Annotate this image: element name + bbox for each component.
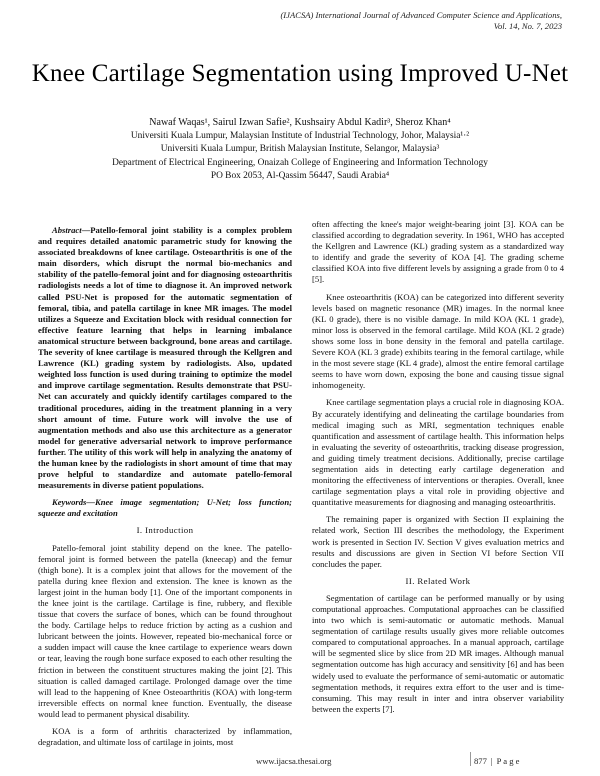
related-work-paragraph-1: Segmentation of cartilage can be performed manually or by using computational approaches. Computational approaches can be classified into two which is semi-automatic or automatic methods. Manual segmentation of cartilage results usually gives more reliable outcomes compared to computational approaches. In a manual approach, cartilage will be segmented slice by slice from 2D MR images. Although manual segmentation outcome has high accuracy and sensitivity [6] and has been widely used to evaluate the performance of semi-automatic or automatic segmentation methods, it requires extra effort to the user and is time-consuming. This may result in inter and intra observer variability between the experts [7]. xyxy=(312,592,565,714)
footer-page-number: 877 | P a g e xyxy=(474,756,520,766)
keywords-text: Knee image segmentation; U-Net; loss function; squeeze and excitation xyxy=(38,497,292,519)
section-heading-introduction: I. Introduction xyxy=(136,525,194,536)
right-column xyxy=(312,219,564,721)
author-names: Nawaf Waqas¹, Sairul Izwan Safie², Kushsairy Abdul Kadir³, Sheroz Khan⁴ xyxy=(149,117,451,128)
intro-paragraph-2: KOA is a form of arthritis characterized by inflammation, degradation, and ultimate loss of cartilage in joints, most xyxy=(38,726,292,748)
body-paragraph-segmentation-role: Knee cartilage segmentation plays a crucial role in diagnosing KOA. By accurately identifying and delineating the cartilage boundaries from medical imaging such as MRI, segmentation techniques enable quantification and assessment of cartilage health. This information helps in evaluating the severity of osteoarthritis, tracking disease progression, and guiding timely treatment decisions. Additionally, precise cartilage segmentation aids in detecting early cartilage degeneration and monitoring the effectiveness of interventions or therapies. Overall, knee cartilage segmentation plays a vital role in providing objective and quantitative measurements for diagnosing and managing osteoarthritis. xyxy=(312,397,564,508)
author-block xyxy=(40,116,560,184)
body-paragraph-organization: The remaining paper is organized with Section II explaining the related work, Section III describes the methodology, the Experiment work is presented in Section IV. Section V gives evaluation metrics and results and discussions are given in Section VI before Section VII concludes the paper. xyxy=(312,514,564,569)
journal-header xyxy=(202,10,562,32)
page-label: P a g e xyxy=(496,756,520,766)
journal-volume: Vol. 14, No. 7, 2023 xyxy=(493,21,562,31)
body-paragraph-severity: Knee osteoarthritis (KOA) can be categorized into different severity levels based on magnetic resonance (MR) images. In the normal knee (KL 0 grade), there is no visible damage. In mild KOA (KL 1 grade), minor loss is observed in the femoral cartilage. Mild KOA (KL 2 grade) shows some loss in bone density in the femoral and patella cartilage. Severe KOA (KL 3 grade) exhibits tearing in the femoral cartilage, while in the most severe stage (KL 4 grade), almost the entire femoral cartilage seems to have worn down, exposing the bone and causing tissue signal inhomogeneity. xyxy=(312,291,564,391)
abstract-label: Abstract xyxy=(52,225,82,235)
body-paragraph-kl-grading: often affecting the knee's major weight-bearing joint [3]. KOA can be classified according to degradation severity. In 1961, WHO has accepted the Kellgren and Lawrence (KL) grading system as a standardized way to identify and grade the severity of KOA [4]. The grading scheme classified KOA into five different levels by assigning a grade from 0 to 4 [5]. xyxy=(312,219,564,285)
keywords-label: Keywords— xyxy=(52,497,95,508)
footer-url: www.ijacsa.thesai.org xyxy=(256,756,332,766)
affiliation-4: PO Box 2053, Al-Qassim 56447, Saudi Arabia⁴ xyxy=(210,171,390,181)
affiliation-1: Universiti Kuala Lumpur, Malaysian Institute of Industrial Technology, Johor, Malaysia¹·² xyxy=(130,130,470,141)
footer-divider xyxy=(470,752,471,766)
left-column xyxy=(38,225,292,754)
affiliation-2: Universiti Kuala Lumpur, British Malaysian Institute, Selangor, Malaysia³ xyxy=(160,144,440,154)
affiliation-3: Department of Electrical Engineering, Onaizah College of Engineering and Information Technology xyxy=(112,157,488,168)
page-number: 877 xyxy=(474,756,487,766)
intro-paragraph-1: Patello-femoral joint stability depend on the knee. The patello-femoral joint is formed between the patella (kneecap) and the femur (thigh bone). It is a complex joint that allows for the movement of the patella during knee flexion and extension. The knee is known as the largest joint in the human body [1]. One of the important components in the knee joint is the cartilage. Cartilage is fine, rubbery, and flexible tissue that covers the surface of bones, which can be found throughout the body. Cartilage helps to reduce friction by acting as a cushion and lubricant between the joints. However, repeated bio-mechanical force or a sudden impact will cause the knee cartilage to experience wears down or tear, leaving the rough bone surface exposed to each other resulting the friction in between the constituent structures making the joint [2]. This situation is called damaged cartilage. Prolonged damage over the time will lead to the happening of Knee Osteoarthritis (KOA) with long-term irreversible effects on normal knee function. Eventually, the disease would lead to permanent physical disability. xyxy=(38,542,292,719)
journal-name: (IJACSA) International Journal of Advanced Computer Science and Applications, xyxy=(280,10,562,20)
section-heading-related-work: II. Related Work xyxy=(405,575,471,586)
keywords xyxy=(38,497,292,519)
abstract-text: —Patello-femoral joint stability is a complex problem and requires detailed anatomic parametric study for knowing the associated breakdowns of knee cartilage. Osteoarthritis is one of the main disorders, which disrupt the normal bio-mechanics and stability of the patello-femoral joint and for diagnosing osteoarthritis radiologists needs a lot of time to diagnose it. An improved network called PSU-Net is proposed for the automatic segmentation of femoral, tibia, and patella cartilage in knee MR images. The model utilizes a Squeeze and Excitation block with residual connection for effective feature learning that helps in learning imbalance anatomical structure between background, bone areas and cartilage. The severity of knee cartilage is measured through the Kellgren and Lawrence (KL) grading system by radiologists. Also, updated weighted loss function is used during training to optimize the model and improve cartilage segmentation. Results demonstrate that PSU-Net can accurately and quickly identify cartilages compared to the traditional procedures, aiding in the treatment planning in a very short amount of time. Future work will involve the use of augmentation methods and also use this architecture as a generator model for generative adversarial network to improve performance further. The utility of this work will help in analyzing the anatomy of the human knee by the radiologists in short amount of time that may prove helpful to standardize and automate patello-femoral measurements in diverse patient populations. xyxy=(38,225,292,491)
abstract xyxy=(38,225,292,491)
paper-title: Knee Cartilage Segmentation using Improved U-Net xyxy=(31,60,569,87)
